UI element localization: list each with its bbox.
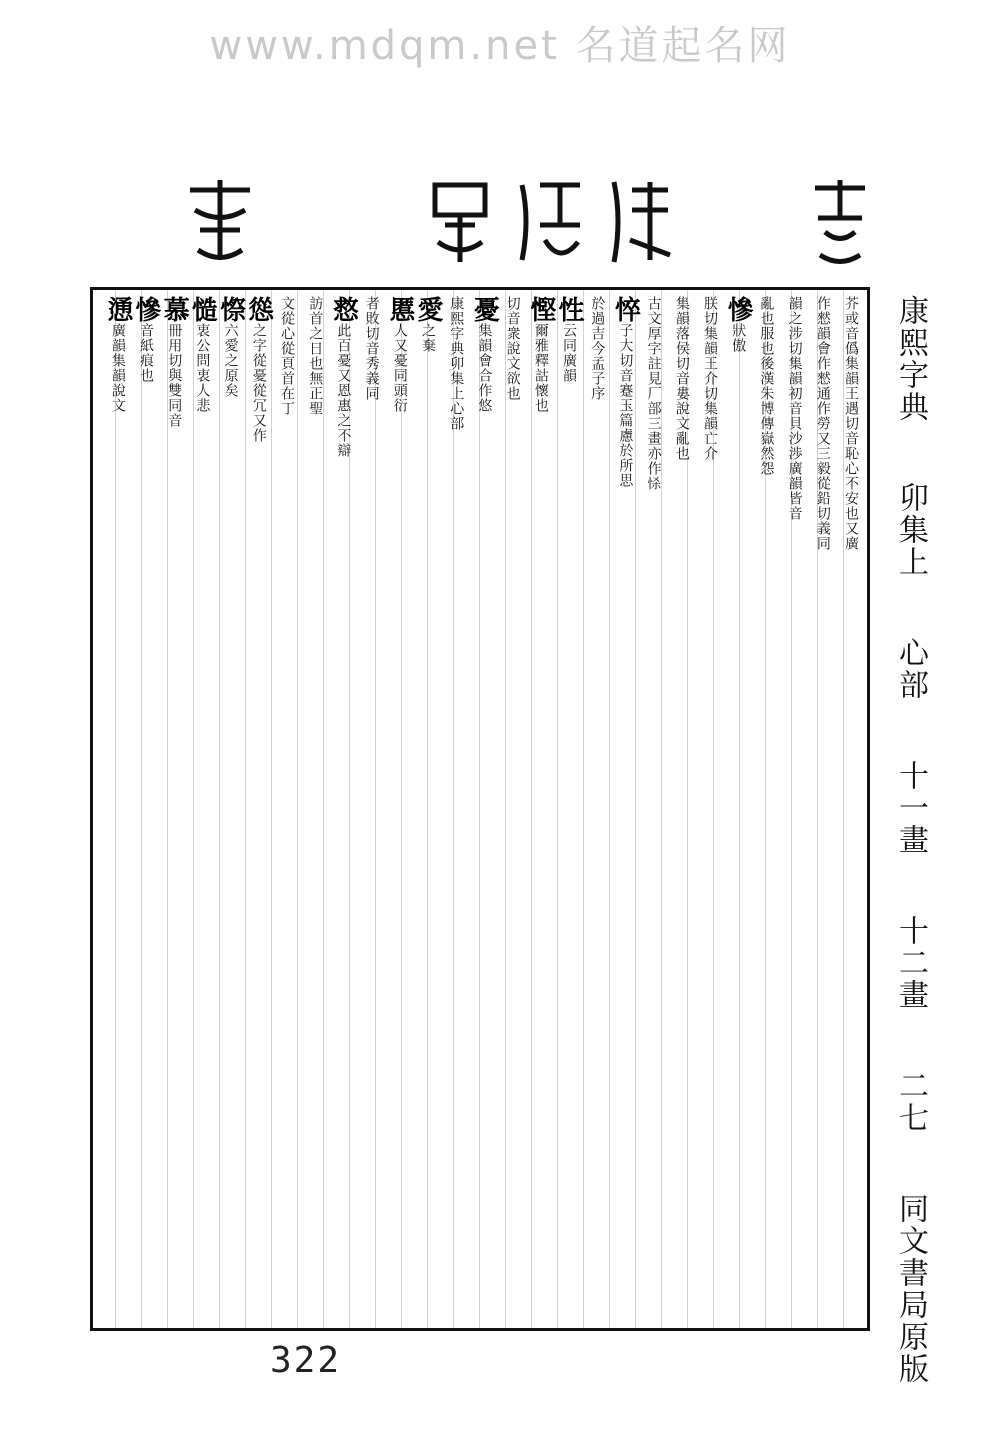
headword: 慂 bbox=[102, 296, 133, 323]
column-text: 集韻落侯切音婁說文亂也 bbox=[673, 296, 690, 461]
column-text: 亂也服也後漢朱博傳嶽然怨 bbox=[758, 296, 775, 476]
headword: 愛 bbox=[413, 296, 443, 323]
text-column bbox=[358, 296, 384, 1322]
text-column bbox=[640, 296, 666, 1322]
page-ref-label: 二七 bbox=[893, 1070, 928, 1134]
column-text: 廣韻集韻說文 bbox=[109, 323, 126, 413]
section-label: 心部 bbox=[893, 637, 928, 701]
seal-script-row bbox=[180, 170, 880, 280]
text-column bbox=[102, 296, 133, 1322]
text-column bbox=[469, 296, 500, 1322]
text-column bbox=[723, 296, 754, 1322]
seal-character-3-icon bbox=[510, 170, 590, 270]
headword: 慘 bbox=[723, 296, 754, 323]
publisher-label: 同文書局原版 bbox=[893, 1193, 928, 1385]
text-column bbox=[187, 296, 218, 1322]
text-column bbox=[215, 296, 246, 1322]
column-text: 朕切集韻王介切集韻亡介 bbox=[702, 296, 718, 461]
dictionary-text-frame bbox=[90, 287, 870, 1331]
text-column bbox=[384, 296, 415, 1322]
column-text: 云同廣韻 bbox=[561, 323, 577, 383]
text-column bbox=[696, 296, 722, 1322]
column-text: 古文厚字註見厂部三畫亦作𢘹 bbox=[645, 296, 662, 491]
headword: 慥 bbox=[187, 296, 218, 323]
text-column bbox=[413, 296, 443, 1322]
column-text: 六愛之原矣 bbox=[222, 323, 239, 398]
headword: 慦 bbox=[328, 296, 359, 323]
page-number: 322 bbox=[270, 1340, 342, 1381]
column-text: 衷公問衷人悲 bbox=[194, 323, 211, 413]
book-title: 康熙字典 bbox=[893, 295, 928, 423]
column-text: 音紙痕也 bbox=[138, 323, 154, 383]
headword: 悴 bbox=[610, 296, 641, 323]
text-column bbox=[752, 296, 778, 1322]
text-column bbox=[837, 296, 863, 1322]
column-text: 於過吉今孟子序 bbox=[589, 296, 606, 401]
text-column bbox=[301, 296, 327, 1322]
headword: 憂 bbox=[469, 296, 500, 323]
seal-character-4-icon bbox=[600, 170, 680, 270]
strokes-a-label: 十一畫 bbox=[893, 760, 928, 856]
column-text: 作憖韻會作憖通作勞又三毅從鉛切義同 bbox=[814, 296, 831, 551]
column-text: 此百憂又恩惠之不辯 bbox=[335, 323, 352, 458]
text-column bbox=[610, 296, 641, 1322]
text-column bbox=[668, 296, 694, 1322]
column-text: 之字從憂從冗又作 bbox=[250, 323, 267, 443]
column-text: 訪首之日也無正聖 bbox=[307, 296, 324, 416]
column-text: 爾雅釋詁懷也 bbox=[532, 323, 549, 413]
column-text: 切音衆說文欲也 bbox=[504, 296, 521, 401]
column-text: 之棄 bbox=[420, 323, 436, 353]
side-title bbox=[880, 295, 940, 1385]
column-text: 冊用切與雙同音 bbox=[166, 323, 183, 428]
headword: 慘 bbox=[131, 296, 161, 323]
text-column bbox=[273, 296, 299, 1322]
text-column bbox=[131, 296, 161, 1322]
text-column bbox=[554, 296, 584, 1322]
text-column bbox=[499, 296, 525, 1322]
column-text: 芥或音僞集韻王遇切音恥心不安也又廣 bbox=[843, 296, 859, 551]
headword: 慕 bbox=[159, 296, 190, 323]
headword: 憏 bbox=[215, 296, 246, 323]
column-text: 狀傲 bbox=[730, 323, 747, 353]
headword: 慳 bbox=[525, 296, 556, 323]
column-text: 康熙字典卯集上心部 bbox=[448, 296, 465, 431]
text-column bbox=[809, 296, 835, 1322]
volume-label: 卯集上 bbox=[893, 482, 928, 578]
column-text: 集韻會合作悠 bbox=[476, 323, 493, 413]
seal-character-2-icon bbox=[420, 170, 500, 270]
column-text: 者敗切音秀義同 bbox=[363, 296, 380, 401]
column-text: 韻之涉切集韻初音貝沙渉廣韻皆音 bbox=[786, 296, 803, 521]
column-text: 人又憂同頭衍 bbox=[391, 323, 408, 413]
seal-character-1-icon bbox=[180, 170, 260, 270]
text-column bbox=[243, 296, 274, 1322]
headword: 慫 bbox=[243, 296, 274, 323]
text-column bbox=[328, 296, 359, 1322]
text-column bbox=[525, 296, 556, 1322]
headword: 性 bbox=[554, 296, 584, 323]
seal-character-5-icon bbox=[800, 170, 880, 270]
text-column bbox=[583, 296, 609, 1322]
text-column bbox=[159, 296, 190, 1322]
column-text: 文從心從頁首在丁 bbox=[279, 296, 295, 416]
strokes-b-label: 十二畫 bbox=[893, 915, 928, 1011]
text-column bbox=[442, 296, 468, 1322]
headword: 慝 bbox=[384, 296, 415, 323]
watermark: www.mdqm.net 名道起名网 bbox=[209, 23, 791, 69]
column-text: 子大切音蹇玉篇慮於所思 bbox=[617, 323, 634, 488]
text-column bbox=[781, 296, 807, 1322]
